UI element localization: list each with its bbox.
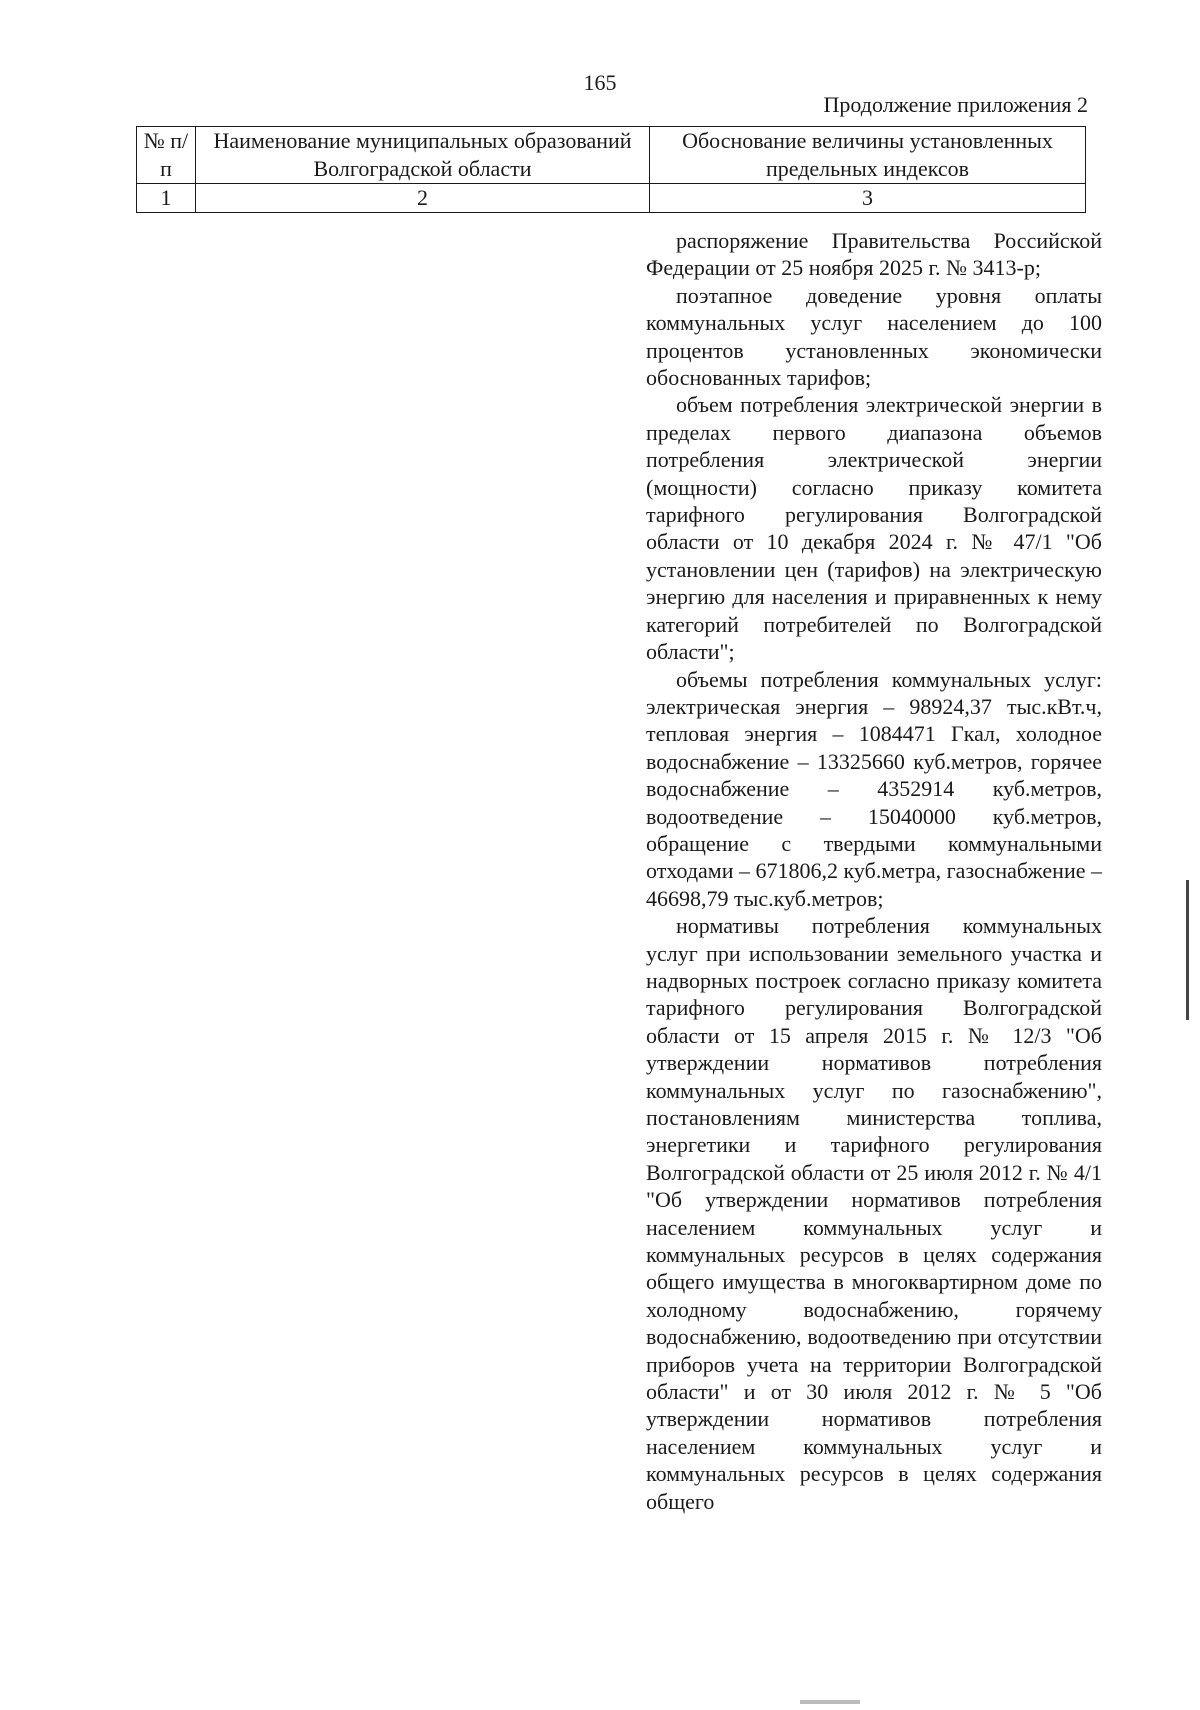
paragraph-payment-level: поэтапное доведение уровня оплаты коммунальных услуг населением до 100 процентов установленных экономически обоснованных тарифов; bbox=[646, 282, 1102, 391]
header-table bbox=[136, 126, 1086, 213]
header-number-column: № п/п bbox=[137, 127, 196, 184]
column-number-row bbox=[137, 184, 1086, 213]
page-number: 165 bbox=[583, 70, 617, 95]
header-justification-column: Обоснование величины установленных предельных индексов bbox=[650, 127, 1086, 184]
header-municipality-column: Наименование муниципальных образований Волгоградской области bbox=[196, 127, 650, 184]
paragraph-decree: распоряжение Правительства Российской Федерации от 25 ноября 2025 г. № 3413-р; bbox=[646, 228, 1102, 281]
appendix-continuation-label: Продолжение приложения 2 bbox=[823, 92, 1088, 117]
scan-smudge bbox=[800, 1700, 860, 1704]
paragraph-consumption-volumes: объемы потребления коммунальных услуг: электрическая энергия – 98924,37 тыс.кВт.ч, тепловая энергия – 1084471 Гкал, холодное водоснабжение – 13325660 куб.метров, горячее водоснабжение – 4352914 куб.метров, водоотведение – 15040000 куб.метров, обращение с твердыми коммунальными отходами – 671806,2 куб.метра, газоснабжение – 46698,79 тыс.куб.метров; bbox=[646, 666, 1102, 911]
column-number-3: 3 bbox=[650, 184, 1086, 213]
header-row bbox=[137, 127, 1086, 184]
column-number-1: 1 bbox=[137, 184, 196, 213]
scan-edge-mark bbox=[1186, 880, 1189, 1020]
paragraph-electricity-volume: объем потребления электрической энергии в пределах первого диапазона объемов потребления электрической энергии (мощности) согласно приказу комитета тарифного регулирования Волгоградской области от 10 декабря 2024 г. № 47/1 "Об установлении цен (тарифов) на электрическую энергию для населения и приравненных к нему категорий потребителей по Волгоградской области"; bbox=[646, 392, 1102, 665]
paragraph-consumption-norms: нормативы потребления коммунальных услуг при использовании земельного участка и надворных построек согласно приказу комитета тарифного регулирования Волгоградской области от 15 апреля 2015 г. № 12/3 "Об утверждении нормативов потребления коммунальных услуг по газоснабжению", постановлениям министерства топлива, энергетики и тарифного регулирования Волгоградской области от 25 июля 2012 г. № 4/1 "Об утверждении нормативов потребления населением коммунальных услуг и коммунальных ресурсов в целях содержания общего имущества в многоквартирном доме по холодному водоснабжению, горячему водоснабжению, водоотведению при отсутствии приборов учета на территории Волгоградской области" и от 30 июля 2012 г. № 5 "Об утверждении нормативов потребления населением коммунальных услуг и коммунальных ресурсов в целях содержания общего bbox=[646, 913, 1102, 1514]
justification-text-column bbox=[646, 227, 1102, 1515]
column-number-2: 2 bbox=[196, 184, 650, 213]
